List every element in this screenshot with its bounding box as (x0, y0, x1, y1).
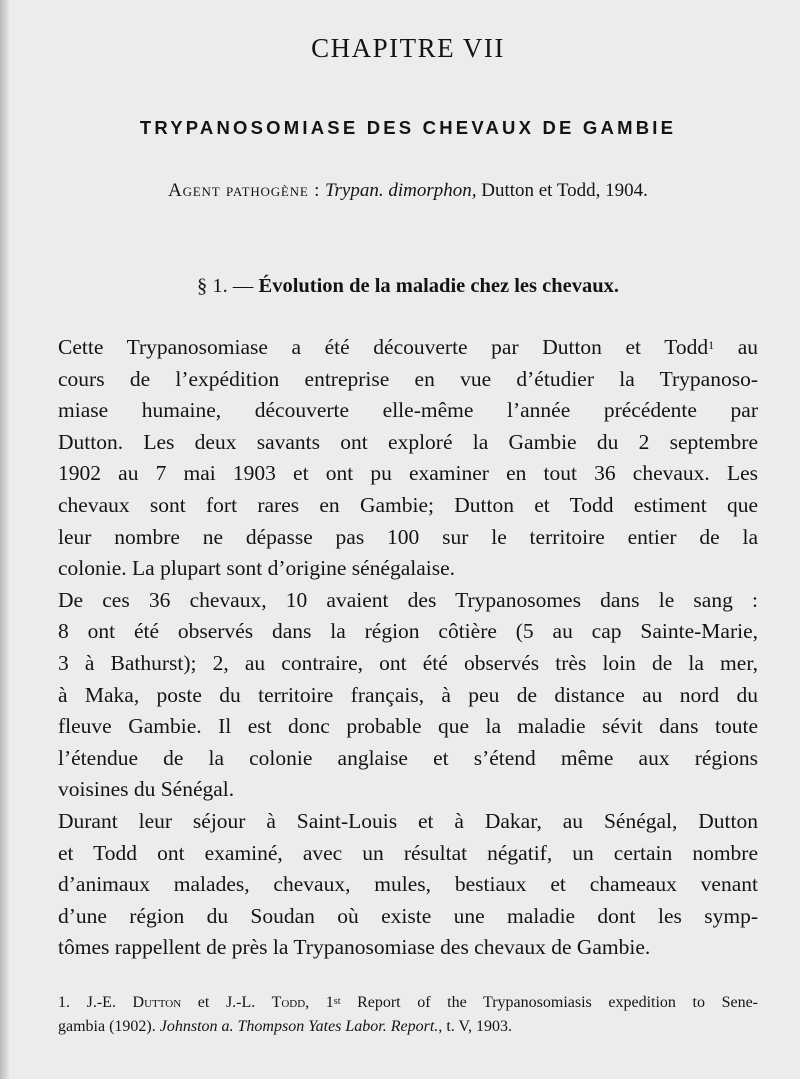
text-line: Cette Trypanosomiase a été découverte par Dutton et Todd$^1$ au (58, 335, 759, 359)
text-line: De ces 36 chevaux, 10 avaient des Trypanosomes dans le sang : (58, 587, 758, 612)
text-line: 1902 au 7 mai 1903 et ont pu examiner en tout 36 chevaux. Les (58, 461, 758, 486)
agent-species: Trypan. dimorphon, (324, 180, 477, 201)
text-line: à Maka, poste du territoire français, à peu de distance au nord du (58, 682, 758, 707)
text-line: d’une région du Soudan où existe une maladie dont les symp- (58, 903, 758, 928)
pathogenic-agent-line (58, 178, 758, 204)
paragraph (58, 806, 758, 964)
document-page (58, 26, 758, 964)
text-line: l’étendue de la colonie anglaise et s’étend même aux régions (58, 745, 758, 770)
text-line: miase humaine, découverte elle-même l’année précédente par (58, 398, 758, 423)
section-number: § 1. — (197, 275, 254, 297)
chapter-heading: CHAPITRE VII (311, 33, 505, 63)
agent-label: Agent pathogène : (168, 180, 321, 201)
chapter-title: TRYPANOSOMIASE DES CHEVAUX DE GAMBIE (139, 117, 677, 138)
page-edge-shadow (0, 0, 10, 1079)
text-line: fleuve Gambie. Il est donc probable que la maladie sévit dans toute (58, 714, 758, 739)
paragraph (58, 332, 758, 585)
footnote-line: gambia (1902). Johnston a. Thompson Yates Labor. Report., t. V, 1903. (58, 1018, 512, 1035)
footnote (58, 991, 758, 1039)
text-line: Dutton. Les deux savants ont exploré la Gambie du 2 septembre (58, 429, 758, 454)
text-line: colonie. La plupart sont d’origine sénégalaise. (58, 556, 456, 581)
text-line: leur nombre ne dépasse pas 100 sur le territoire entier de la (58, 524, 758, 549)
text-line: 3 à Bathurst); 2, au contraire, ont été observés très loin de la mer, (58, 650, 758, 675)
text-line: et Todd ont examiné, avec un résultat négatif, un certain nombre (58, 840, 758, 865)
paragraph (58, 585, 758, 806)
footnote-line: 1. J.-E. Dutton et J.-L. Todd, 1st Report of the Trypanosomiasis expedition to Sene- (58, 994, 759, 1011)
text-line: chevaux sont fort rares en Gambie; Dutton et Todd estiment que (58, 492, 758, 517)
section-title: Évolution de la maladie chez les chevaux. (258, 275, 619, 297)
section-heading (58, 272, 758, 300)
text-line: voisines du Sénégal. (58, 777, 235, 802)
text-line: d’animaux malades, chevaux, mules, bestiaux et chameaux venant (58, 872, 758, 897)
text-line: 8 ont été observés dans la région côtière (5 au cap Sainte-Marie, (58, 619, 758, 644)
text-line: tômes rappellent de près la Trypanosomiase des chevaux de Gambie. (58, 935, 651, 960)
text-line: Durant leur séjour à Saint-Louis et à Dakar, au Sénégal, Dutton (58, 808, 758, 833)
body-text (58, 332, 758, 964)
footnote-ref[interactable]: 1 (708, 338, 715, 352)
agent-authors: Dutton et Todd, 1904. (481, 180, 648, 201)
text-line: cours de l’expédition entreprise en vue d’étudier la Trypanoso- (58, 366, 758, 391)
